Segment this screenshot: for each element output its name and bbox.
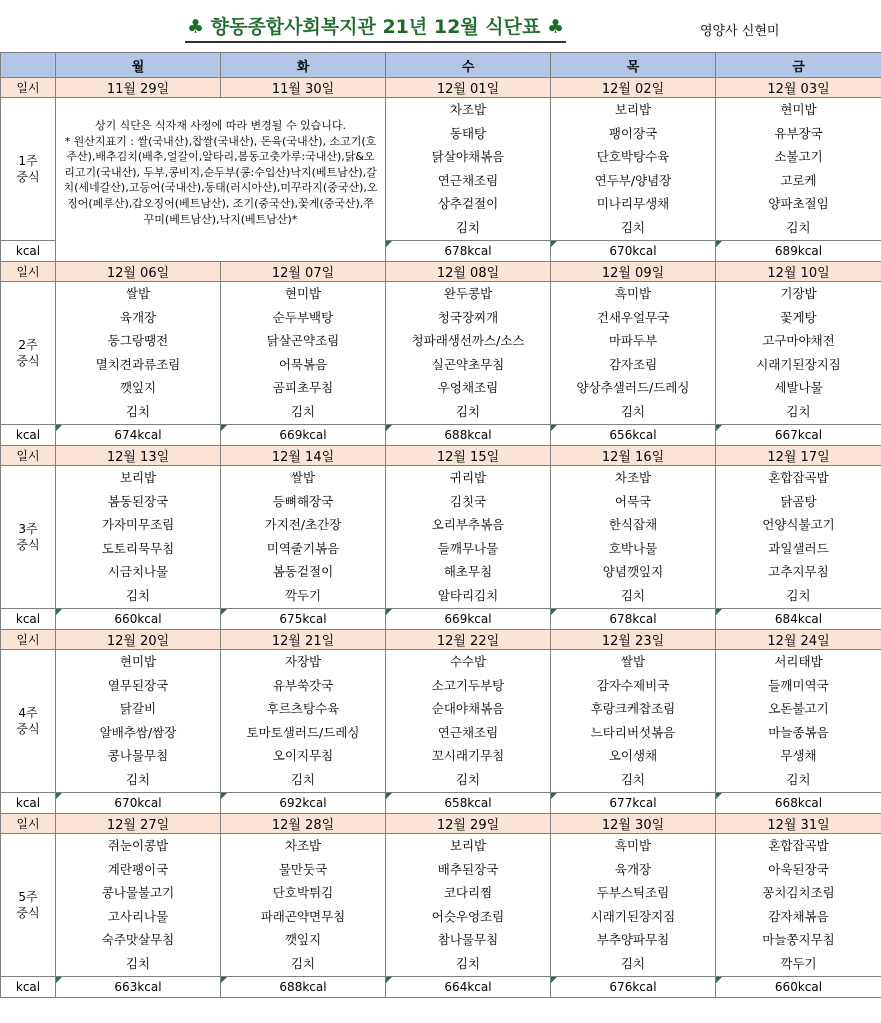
menu-cell (56, 282, 221, 425)
menu-cell (221, 282, 386, 425)
date-row (1, 262, 881, 282)
menu-item: 김치 (455, 219, 481, 235)
menu-item: 들깨무나물 (437, 540, 499, 556)
week-number: 3주 (18, 522, 38, 536)
menu-item: 동태탕 (449, 125, 487, 141)
date-cell: 12월 28일 (221, 814, 386, 834)
kcal-cell: 660kcal (56, 609, 221, 630)
menu-item: 들깨미역국 (768, 677, 829, 693)
date-cell: 12월 02일 (551, 78, 716, 98)
menu-item: 김치 (455, 771, 481, 787)
kcal-cell: 669kcal (386, 609, 551, 630)
menu-item: 오이생채 (608, 748, 658, 764)
menu-item: 부추양파무침 (596, 932, 670, 948)
date-cell: 12월 30일 (551, 814, 716, 834)
menu-cell (716, 466, 881, 609)
date-cell: 12월 20일 (56, 630, 221, 650)
menu-cell (716, 650, 881, 793)
menu-item: 유부장국 (774, 125, 823, 141)
menu-item: 감자수제비국 (596, 677, 670, 693)
meal-row (1, 282, 881, 425)
menu-item: 고추지무침 (768, 564, 829, 580)
menu-item: 도토리묵무침 (101, 540, 175, 556)
menu-cell (386, 834, 551, 977)
kcal-row-label: kcal (1, 977, 56, 998)
date-cell: 12월 01일 (386, 78, 551, 98)
kcal-cell: 656kcal (551, 425, 716, 446)
menu-item: 쥐눈이콩밥 (107, 838, 169, 853)
menu-item: 김치 (786, 587, 811, 603)
date-row-label: 일시 (1, 78, 56, 98)
menu-item: 김치 (290, 771, 316, 787)
menu-cell (386, 282, 551, 425)
menu-cell (221, 466, 386, 609)
meal-type: 중식 (16, 354, 40, 368)
menu-item: 물만둣국 (278, 861, 328, 877)
kcal-cell: 675kcal (221, 609, 386, 630)
menu-item: 혼합잡곡밥 (768, 838, 829, 853)
week-number: 1주 (18, 154, 38, 168)
menu-cell (551, 98, 716, 241)
menu-cell (551, 282, 716, 425)
meal-type: 중식 (16, 170, 40, 184)
menu-item: 깍두기 (284, 587, 322, 603)
meal-row (1, 98, 881, 241)
menu-item: 등뼈해장국 (272, 493, 334, 509)
title-bar (0, 0, 881, 52)
menu-cell (716, 834, 881, 977)
menu-item: 어묵볶음 (278, 356, 328, 372)
date-row (1, 78, 881, 98)
menu-cell (56, 466, 221, 609)
menu-item: 서리태밥 (774, 654, 823, 669)
weekday-header: 수 (386, 53, 551, 78)
weekday-header: 목 (551, 53, 716, 78)
date-row (1, 630, 881, 650)
weekday-header-row (1, 53, 881, 78)
weekday-header: 화 (221, 53, 386, 78)
menu-cell (56, 650, 221, 793)
date-cell: 12월 27일 (56, 814, 221, 834)
week-label (1, 466, 56, 609)
date-cell: 12월 29일 (386, 814, 551, 834)
meal-type: 중식 (16, 538, 40, 552)
menu-item: 보리밥 (119, 470, 157, 485)
menu-item: 무생채 (780, 748, 817, 764)
menu-item: 완두콩밥 (443, 286, 493, 301)
menu-item: 콩나물무침 (107, 748, 169, 764)
menu-item: 파래곤약면무침 (260, 908, 346, 924)
menu-item: 오리부추볶음 (431, 517, 505, 533)
menu-item: 배추된장국 (437, 861, 499, 877)
weekday-header: 금 (716, 53, 881, 78)
menu-item: 닭곰탕 (780, 493, 817, 509)
menu-item: 차조밥 (614, 470, 652, 485)
menu-item: 가자미무조림 (101, 517, 175, 533)
menu-item: 열무된장국 (107, 677, 169, 693)
date-cell: 12월 31일 (716, 814, 881, 834)
menu-item: 양파초절임 (768, 196, 829, 212)
menu-item: 코다리찜 (443, 885, 493, 901)
menu-item: 김치 (290, 955, 316, 971)
date-cell: 12월 16일 (551, 446, 716, 466)
menu-item: 쌀밥 (290, 470, 316, 485)
menu-item: 깻잎지 (119, 380, 157, 396)
menu-item: 토마토샐러드/드레싱 (246, 724, 360, 740)
menu-item: 팽이장국 (608, 125, 658, 141)
menu-item: 양상추샐러드/드레싱 (576, 380, 690, 396)
menu-cell (386, 98, 551, 241)
menu-item: 계란팽이국 (107, 861, 169, 877)
menu-item: 보리밥 (614, 102, 652, 117)
menu-item: 순대야채볶음 (431, 701, 505, 717)
date-cell: 12월 08일 (386, 262, 551, 282)
menu-cell (386, 466, 551, 609)
kcal-row (1, 977, 881, 998)
menu-item: 상추겉절이 (437, 196, 499, 212)
menu-item: 김치 (125, 403, 151, 419)
menu-item: 김치 (620, 955, 646, 971)
menu-item: 김칫국 (449, 493, 487, 509)
date-cell: 12월 15일 (386, 446, 551, 466)
menu-item: 김치 (786, 219, 811, 235)
date-cell: 12월 24일 (716, 630, 881, 650)
week-number: 2주 (18, 338, 38, 352)
menu-item: 기장밥 (780, 286, 817, 301)
menu-item: 과일샐러드 (768, 540, 829, 556)
menu-cell (716, 282, 881, 425)
menu-item: 양념깻잎지 (602, 564, 664, 580)
menu-item: 깻잎지 (284, 932, 322, 948)
date-row-label: 일시 (1, 262, 56, 282)
week-label (1, 282, 56, 425)
menu-item: 김치 (786, 771, 811, 787)
menu-item: 고로케 (780, 172, 817, 188)
menu-item: 차조밥 (449, 102, 487, 117)
menu-item: 아욱된장국 (768, 861, 829, 877)
date-cell: 12월 10일 (716, 262, 881, 282)
menu-cell (716, 98, 881, 241)
menu-item: 참나물무침 (437, 932, 499, 948)
date-cell: 12월 22일 (386, 630, 551, 650)
menu-item: 김치 (620, 587, 646, 603)
menu-item: 콩나물불고기 (101, 885, 175, 901)
kcal-cell: 688kcal (221, 977, 386, 998)
kcal-cell: 692kcal (221, 793, 386, 814)
date-row (1, 814, 881, 834)
menu-item: 숙주맛살무침 (101, 932, 175, 948)
date-cell: 11월 29일 (56, 78, 221, 98)
week-label (1, 650, 56, 793)
menu-item: 순두부백탕 (272, 309, 334, 325)
menu-cell (386, 650, 551, 793)
notice-cell (56, 98, 386, 262)
menu-item: 실곤약초무침 (431, 356, 505, 372)
menu-item: 미나리무생채 (596, 196, 670, 212)
menu-item: 흑미밥 (614, 838, 652, 853)
menu-item: 우엉채조림 (437, 380, 499, 396)
kcal-cell: 676kcal (551, 977, 716, 998)
date-cell: 12월 23일 (551, 630, 716, 650)
meal-row (1, 834, 881, 977)
page-title: ♣ 향동종합사회복지관 21년 12월 식단표 ♣ (185, 12, 566, 43)
menu-item: 현미밥 (284, 286, 322, 301)
kcal-cell: 669kcal (221, 425, 386, 446)
menu-item: 두부스틱조림 (596, 885, 670, 901)
week-number: 5주 (18, 890, 38, 904)
menu-item: 고사리나물 (107, 908, 169, 924)
kcal-row-label: kcal (1, 793, 56, 814)
menu-item: 오돈불고기 (768, 701, 829, 717)
menu-item: 한식잡채 (608, 517, 658, 533)
menu-item: 꼬시래기무침 (431, 748, 505, 764)
menu-item: 연근채조림 (437, 724, 499, 740)
menu-item: 후르츠탕수육 (266, 701, 340, 717)
menu-item: 감자조림 (608, 356, 658, 372)
date-cell: 12월 03일 (716, 78, 881, 98)
header-corner (1, 53, 56, 78)
menu-item: 시래기된장지짐 (590, 908, 676, 924)
kcal-row-label: kcal (1, 609, 56, 630)
menu-item: 마늘종볶음 (768, 724, 829, 740)
menu-item: 청국장찌개 (437, 309, 499, 325)
menu-item: 보리밥 (449, 838, 487, 853)
menu-item: 차조밥 (284, 838, 322, 853)
menu-item: 김치 (455, 403, 481, 419)
menu-item: 시래기된장지짐 (756, 356, 841, 372)
menu-item: 깍두기 (780, 955, 817, 971)
kcal-cell: 660kcal (716, 977, 881, 998)
menu-item: 쌀밥 (620, 654, 646, 669)
menu-item: 자장밥 (284, 654, 322, 669)
menu-cell (551, 650, 716, 793)
date-row-label: 일시 (1, 814, 56, 834)
menu-item: 시금치나물 (107, 564, 169, 580)
menu-item: 마늘쫑지무침 (762, 932, 835, 948)
kcal-row-label: kcal (1, 425, 56, 446)
week-label (1, 834, 56, 977)
kcal-cell: 670kcal (551, 241, 716, 262)
date-cell: 12월 06일 (56, 262, 221, 282)
menu-item: 현미밥 (780, 102, 817, 117)
menu-item: 육개장 (119, 309, 157, 325)
menu-item: 봄동겉절이 (272, 564, 334, 580)
menu-item: 김치 (620, 219, 646, 235)
menu-item: 수수밥 (449, 654, 487, 669)
menu-item: 동그랑땡전 (107, 333, 169, 349)
kcal-cell: 678kcal (386, 241, 551, 262)
kcal-cell: 670kcal (56, 793, 221, 814)
menu-item: 알배추쌈/쌈장 (99, 724, 177, 740)
meal-type: 중식 (16, 722, 40, 736)
date-cell: 12월 09일 (551, 262, 716, 282)
kcal-cell: 688kcal (386, 425, 551, 446)
menu-item: 김치 (125, 771, 151, 787)
menu-item: 언양식불고기 (762, 517, 835, 533)
menu-item: 단호박튀김 (272, 885, 334, 901)
date-cell: 12월 13일 (56, 446, 221, 466)
menu-item: 귀리밥 (449, 470, 487, 485)
menu-item: 연근채조림 (437, 172, 499, 188)
menu-item: 김치 (786, 403, 811, 419)
kcal-cell: 667kcal (716, 425, 881, 446)
menu-item: 김치 (125, 955, 151, 971)
date-row-label: 일시 (1, 630, 56, 650)
menu-item: 흑미밥 (614, 286, 652, 301)
menu-item: 알타리김치 (437, 587, 499, 603)
kcal-row-label: kcal (1, 241, 56, 262)
kcal-cell: 663kcal (56, 977, 221, 998)
dietitian-name: 영양사 신현미 (700, 24, 780, 39)
menu-item: 현미밥 (119, 654, 157, 669)
menu-item: 소고기두부탕 (431, 677, 505, 693)
menu-item: 김치 (620, 403, 646, 419)
date-row-label: 일시 (1, 446, 56, 466)
date-cell: 11월 30일 (221, 78, 386, 98)
menu-cell (221, 834, 386, 977)
kcal-row (1, 793, 881, 814)
menu-item: 후랑크케찹조림 (590, 701, 676, 717)
menu-cell (56, 834, 221, 977)
week-label (1, 98, 56, 241)
menu-item: 김치 (125, 587, 151, 603)
menu-item: 닭살곤약조림 (266, 333, 340, 349)
menu-item: 꽃게탕 (780, 309, 817, 325)
date-cell: 12월 21일 (221, 630, 386, 650)
meal-type: 중식 (16, 906, 40, 920)
menu-item: 가지전/초간장 (264, 517, 342, 533)
menu-item: 쌀밥 (125, 286, 151, 301)
menu-cell (551, 834, 716, 977)
menu-item: 봄동된장국 (107, 493, 169, 509)
menu-item: 세발나물 (774, 380, 823, 396)
menu-item: 소불고기 (774, 149, 823, 165)
week-number: 4주 (18, 706, 38, 720)
kcal-cell: 689kcal (716, 241, 881, 262)
menu-item: 오이지무침 (272, 748, 334, 764)
menu-item: 마파두부 (608, 333, 658, 349)
menu-item: 건새우얼무국 (596, 309, 670, 325)
menu-item: 미역줄기볶음 (266, 540, 340, 556)
menu-item: 단호박탕수육 (596, 149, 670, 165)
menu-item: 유부쑥갓국 (272, 677, 334, 693)
menu-item: 고구마야채전 (762, 333, 835, 349)
menu-item: 혼합잡곡밥 (768, 470, 829, 485)
kcal-row (1, 425, 881, 446)
menu-item: 어슷우엉조림 (431, 908, 505, 924)
menu-item: 호박나물 (608, 540, 658, 556)
date-cell: 12월 07일 (221, 262, 386, 282)
menu-item: 느타리버섯볶음 (590, 724, 676, 740)
kcal-cell: 678kcal (551, 609, 716, 630)
menu-item: 해초무침 (443, 564, 493, 580)
menu-item: 닭갈비 (119, 701, 157, 717)
menu-item: 곰피초무침 (272, 380, 334, 396)
menu-table (0, 52, 881, 998)
menu-item: 김치 (620, 771, 646, 787)
kcal-cell: 674kcal (56, 425, 221, 446)
kcal-cell: 658kcal (386, 793, 551, 814)
kcal-cell: 684kcal (716, 609, 881, 630)
menu-item: 닭살야채볶음 (431, 149, 505, 165)
date-cell: 12월 14일 (221, 446, 386, 466)
kcal-cell: 668kcal (716, 793, 881, 814)
menu-cell (221, 650, 386, 793)
kcal-cell: 677kcal (551, 793, 716, 814)
date-row (1, 446, 881, 466)
date-cell: 12월 17일 (716, 446, 881, 466)
menu-item: 어묵국 (614, 493, 652, 509)
notice-text: * 원산지표기 : 쌀(국내산),찹쌀(국내산), 돈육(국내산), 소고기(호주산),배추김치(배추,얼갈이,알타리,봄동고춧가루:국내산),닭&오리고기(국내산), 두부,콩비지,순두부(콩:수입산)낙지(베트남산),갈치(세네갈산),고등어(국내산),동태(러시아산),미꾸라지(중국산),오징어(페루산),갑오징어(베트남산), 조기(중국산),꽃게(중국산),쭈꾸미(베트남산),낙지(베트남산)* (63, 134, 378, 226)
weekday-header: 월 (56, 53, 221, 78)
menu-item: 꽁치김치조림 (762, 885, 835, 901)
menu-item: 육개장 (614, 861, 652, 877)
menu-cell (551, 466, 716, 609)
kcal-cell: 664kcal (386, 977, 551, 998)
menu-item: 청파래생선까스/소스 (411, 333, 525, 349)
menu-item: 김치 (290, 403, 316, 419)
menu-item: 감자채볶음 (768, 908, 829, 924)
notice-text: 상기 식단은 식자재 사정에 따라 변경될 수 있습니다. (94, 119, 347, 132)
meal-row (1, 650, 881, 793)
menu-item: 김치 (455, 955, 481, 971)
menu-item: 멸치견과류조림 (95, 356, 181, 372)
meal-row (1, 466, 881, 609)
kcal-row (1, 609, 881, 630)
menu-item: 연두부/양념장 (594, 172, 672, 188)
